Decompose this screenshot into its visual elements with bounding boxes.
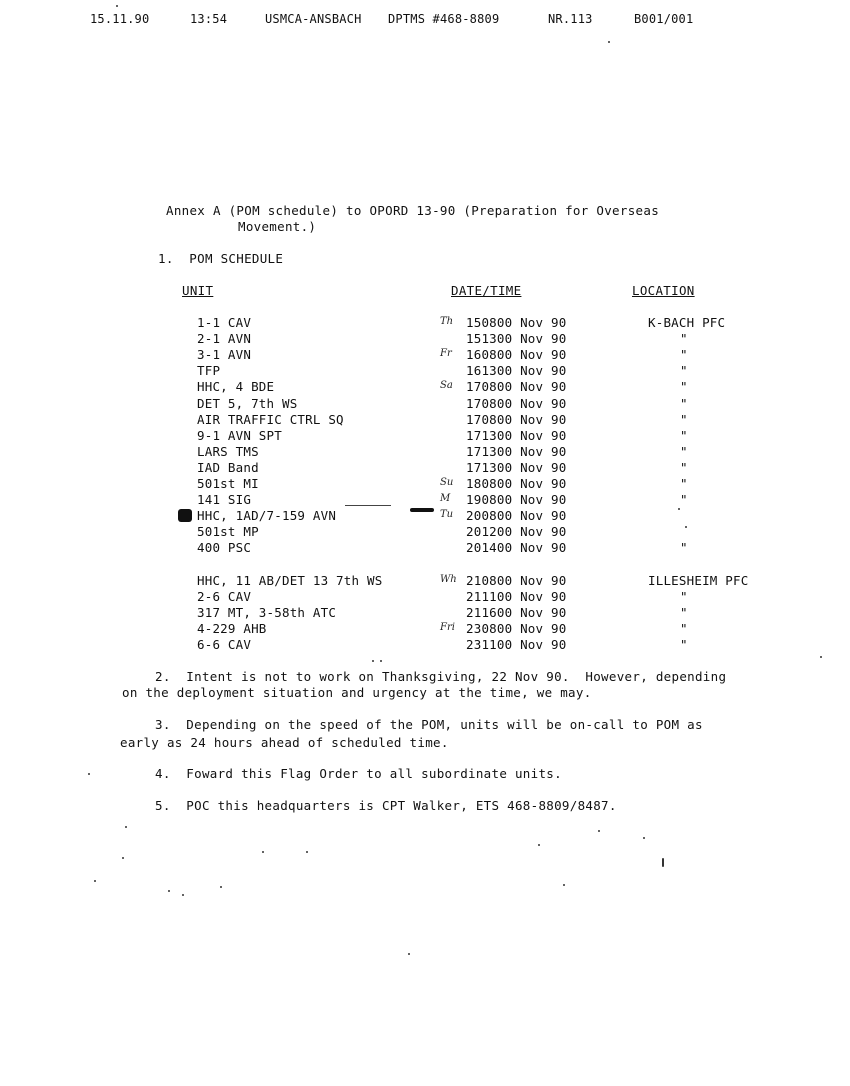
datetime-cell: 231100 Nov 90 [466, 637, 567, 653]
datetime-cell: 160800 Nov 90 [466, 347, 567, 363]
fax-phone: DPTMS #468-8809 [388, 12, 500, 26]
datetime-cell: 190800 Nov 90 [466, 492, 567, 508]
datetime-cell: 211100 Nov 90 [466, 589, 567, 605]
datetime-cell: 211600 Nov 90 [466, 605, 567, 621]
unit-cell: HHC, 1AD/7-159 AVN [197, 508, 337, 524]
unit-cell: 141 SIG [197, 492, 252, 508]
fax-date: 15.11.90 [90, 12, 150, 26]
paragraph-5: 5. POC this headquarters is CPT Walker, ETS 468-8809/8487. [155, 798, 617, 813]
unit-cell: HHC, 4 BDE [197, 379, 275, 395]
unit-cell: HHC, 11 AB/DET 13 7th WS [197, 573, 383, 588]
datetime-cell: 210800 Nov 90 [466, 573, 567, 588]
datetime-cell: 151300 Nov 90 [466, 331, 567, 347]
location-cell: " [680, 459, 688, 475]
datetime-cell: 230800 Nov 90 [466, 621, 567, 637]
handwritten-day-note: Su [440, 477, 454, 488]
column-header-location: LOCATION [632, 283, 695, 298]
unit-cell: 501st MI [197, 476, 259, 491]
location-cell: " [680, 605, 688, 621]
handwritten-day-note: M [440, 493, 451, 505]
unit-cell: 317 MT, 3-58th ATC [197, 605, 337, 621]
datetime-cell: 180800 Nov 90 [466, 476, 567, 491]
datetime-cell: 171300 Nov 90 [466, 427, 567, 443]
paragraph-2-line2: on the deployment situation and urgency at the time, we may. [122, 685, 592, 700]
unit-cell: 1-1 CAV [197, 315, 252, 330]
unit-cell: 3-1 AVN [197, 347, 252, 363]
location-cell: " [680, 621, 688, 637]
datetime-cell: 201400 Nov 90 [466, 540, 567, 556]
location-cell: " [680, 476, 688, 491]
fax-time: 13:54 [190, 12, 228, 26]
section-pom-schedule: 1. POM SCHEDULE [158, 251, 284, 266]
unit-cell: 400 PSC [197, 540, 252, 556]
handwritten-day-note: Tu [440, 509, 454, 521]
paragraph-4: 4. Foward this Flag Order to all subordinate units. [155, 766, 562, 781]
column-header-datetime: DATE/TIME [451, 283, 522, 298]
location-cell: " [680, 363, 688, 379]
location-cell: " [680, 347, 688, 363]
datetime-cell: 170800 Nov 90 [466, 379, 567, 395]
datetime-cell: 201200 Nov 90 [466, 524, 567, 540]
ink-streak [345, 505, 391, 506]
location-cell: " [680, 331, 688, 347]
ink-smudge [410, 508, 434, 512]
annex-title-line2: Movement.) [238, 219, 317, 234]
handwritten-day-note: Fr [440, 348, 452, 360]
datetime-cell: 170800 Nov 90 [466, 395, 567, 411]
location-cell: " [680, 379, 688, 395]
location-cell: " [680, 443, 688, 459]
unit-cell: 2-6 CAV [197, 589, 252, 605]
handwritten-day-note: Sa [440, 380, 453, 392]
unit-cell: IAD Band [197, 459, 259, 475]
datetime-cell: 161300 Nov 90 [466, 363, 567, 379]
fax-sender: USMCA-ANSBACH [265, 12, 362, 26]
handwritten-day-note: Th [440, 316, 454, 327]
location-cell: " [680, 411, 688, 427]
location-cell: " [680, 540, 688, 556]
unit-cell: 2-1 AVN [197, 331, 252, 347]
unit-cell: 4-229 AHB [197, 621, 267, 637]
unit-cell: TFP [197, 363, 221, 379]
handwritten-day-note: Fri [440, 622, 455, 634]
location-cell: " [680, 395, 688, 411]
location-cell: " [680, 589, 688, 605]
location-cell: " [680, 492, 688, 508]
handwritten-day-note: Wh [440, 574, 457, 585]
location-cell: K-BACH PFC [648, 315, 726, 330]
location-cell: ILLESHEIM PFC [648, 573, 749, 588]
column-header-unit: UNIT [182, 283, 214, 298]
unit-cell: LARS TMS [197, 443, 259, 459]
datetime-cell: 200800 Nov 90 [466, 508, 567, 524]
datetime-cell: 150800 Nov 90 [466, 315, 567, 330]
unit-cell: 9-1 AVN SPT [197, 427, 282, 443]
location-cell: " [680, 637, 688, 653]
unit-cell: 6-6 CAV [197, 637, 252, 653]
unit-cell: AIR TRAFFIC CTRL SQ [197, 411, 344, 427]
ink-blot [178, 509, 192, 522]
datetime-cell: 171300 Nov 90 [466, 443, 567, 459]
location-cell: " [680, 427, 688, 443]
annex-title-line1: Annex A (POM schedule) to OPORD 13-90 (Preparation for Overseas [166, 203, 660, 218]
unit-cell: 501st MP [197, 524, 259, 540]
paragraph-3-line2: early as 24 hours ahead of scheduled time. [120, 735, 449, 750]
datetime-cell: 171300 Nov 90 [466, 459, 567, 475]
paragraph-2-line1: 2. Intent is not to work on Thanksgiving, 22 Nov 90. However, depending [155, 669, 727, 684]
datetime-cell: 170800 Nov 90 [466, 411, 567, 427]
unit-cell: DET 5, 7th WS [197, 395, 298, 411]
fax-number: NR.113 [548, 12, 593, 26]
paragraph-3-line1: 3. Depending on the speed of the POM, units will be on-call to POM as [155, 717, 703, 732]
fax-pages: B001/001 [634, 12, 694, 26]
